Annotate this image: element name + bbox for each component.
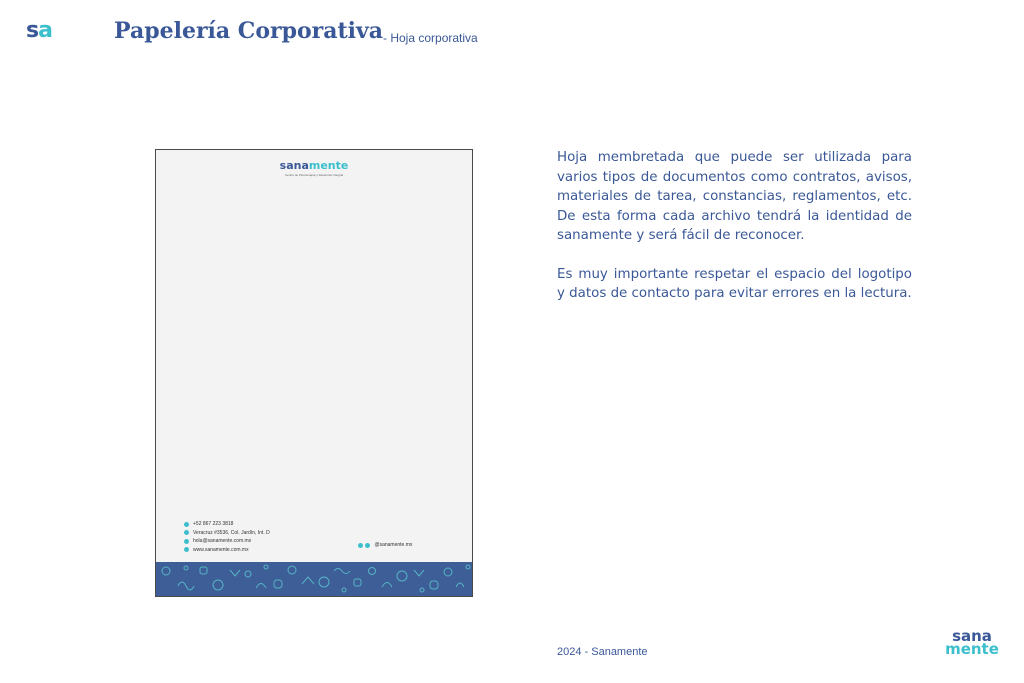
description-paragraph-1: Hoja membretada que puede ser utilizada para varios tipos de documentos como contratos, avisos, materiales de tarea, constancias, reglamentos, etc. De esta forma cada archivo tendrá la identidad de sanamente y será fácil de reconocer. bbox=[557, 150, 912, 243]
page-subtitle: - Hoja corporativa bbox=[383, 31, 478, 45]
contact-phone-text: +52 867 223 3818 bbox=[193, 521, 234, 527]
contact-email bbox=[184, 537, 270, 545]
phone-icon bbox=[184, 522, 189, 527]
footer-text: 2024 - Sanamente bbox=[557, 646, 648, 658]
description bbox=[557, 148, 912, 323]
footer-brand-logo bbox=[944, 627, 1000, 658]
instagram-icon bbox=[365, 543, 370, 548]
letterhead-tagline: Centro de Psicoterapia y Desarrollo Integral bbox=[284, 173, 344, 177]
monogram-a: a bbox=[38, 18, 52, 43]
web-icon bbox=[184, 547, 189, 552]
letterhead-logo-sana: sana bbox=[279, 159, 309, 172]
letterhead-logo bbox=[156, 160, 472, 171]
letterhead-social bbox=[358, 542, 412, 548]
contact-phone bbox=[184, 520, 270, 528]
facebook-icon bbox=[358, 543, 363, 548]
contact-address bbox=[184, 529, 270, 537]
page-title: Papelería Corporativa bbox=[114, 18, 384, 44]
social-handle: @sanamente.mx bbox=[374, 542, 413, 548]
contact-email-text: hola@sanamente.com.mx bbox=[193, 538, 252, 544]
doodle-pattern-icon bbox=[156, 562, 473, 596]
footer-brand-mente: mente bbox=[945, 640, 999, 658]
letterhead-contacts bbox=[184, 520, 270, 554]
letterhead-pattern-band bbox=[156, 562, 472, 596]
description-paragraph-2: Es muy importante respetar el espacio del logotipo y datos de contacto para evitar errores en la lectura. bbox=[557, 266, 912, 301]
letterhead-preview bbox=[155, 149, 473, 597]
monogram-s: s bbox=[26, 18, 39, 43]
mail-icon bbox=[184, 539, 189, 544]
footer-brand-sana: sana bbox=[952, 627, 992, 645]
contact-website bbox=[184, 546, 270, 554]
contact-address-text: Veracruz #3536, Col. Jardín, Int. D bbox=[193, 529, 270, 536]
letterhead-logo-mente: mente bbox=[308, 159, 349, 172]
contact-website-text: www.sanamente.com.mx bbox=[193, 546, 249, 553]
brand-monogram bbox=[26, 20, 52, 42]
location-icon bbox=[184, 530, 189, 535]
